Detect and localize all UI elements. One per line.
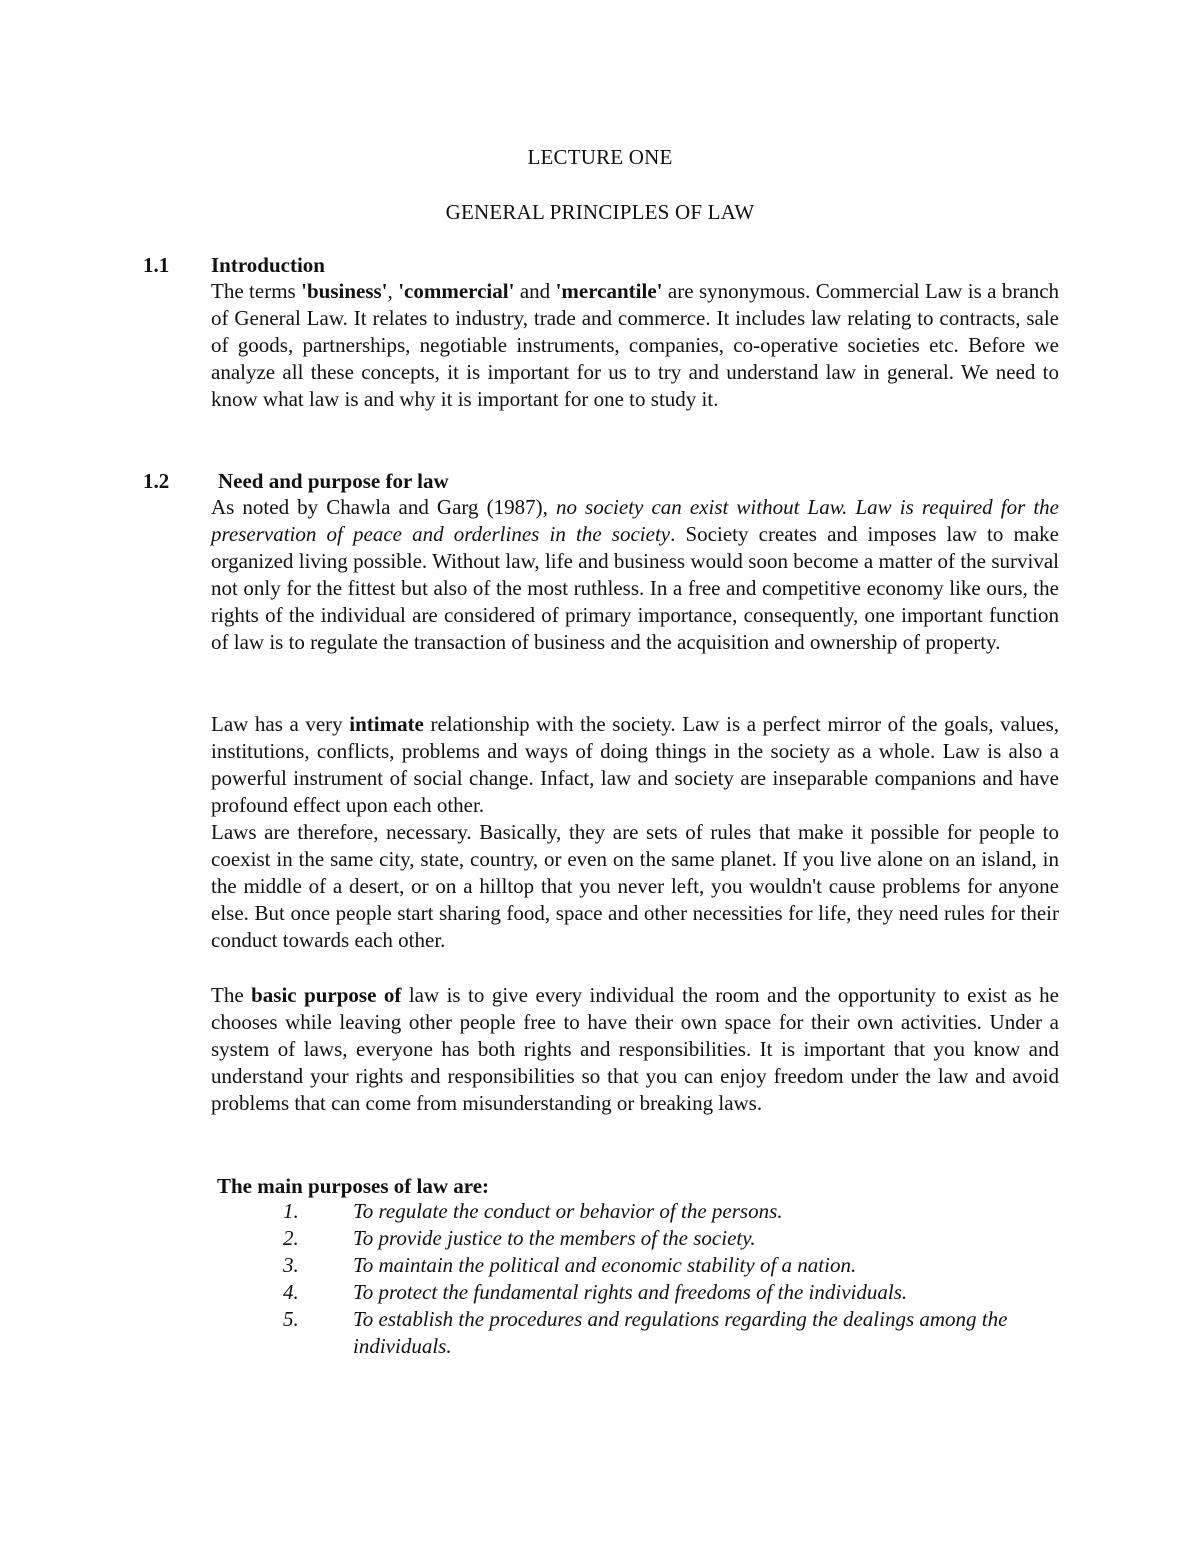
section-2-paragraph-4: The basic purpose of law is to give every individual the room and the opportunity to exist as he chooses while leaving other people free to have their own space for their own activities. Under a system of laws, everyone has both rights and responsibilities. It is important that you know and understand your rights and responsibilities so that you can enjoy freedom under the law and avoid problems that can come from misunderstanding or breaking laws. [211, 983, 1059, 1115]
list-item-number: 1. [283, 1199, 299, 1223]
section-2-heading: Need and purpose for law [218, 469, 449, 493]
list-item [283, 1252, 1063, 1279]
list-item [283, 1198, 1063, 1225]
list-item-number: 5. [283, 1307, 299, 1331]
list-item-text: To protect the fundamental rights and freedoms of the individuals. [353, 1280, 908, 1304]
list-item-text: To establish the procedures and regulations regarding the dealings among the individuals. [353, 1307, 1008, 1358]
list-item-text: To maintain the political and economic stability of a nation. [353, 1253, 857, 1277]
section-2-number: 1.2 [143, 469, 170, 493]
section-2-paragraph-3: Laws are therefore, necessary. Basically, they are sets of rules that make it possible for people to coexist in the same city, state, country, or even on the same planet. If you live alone on an island, in the middle of a desert, or on a hilltop that you never left, you wouldn't cause problems for anyone else. But once people start sharing food, space and other necessities for life, they need rules for their conduct towards each other. [211, 820, 1059, 952]
list-item-text: To provide justice to the members of the society. [353, 1226, 756, 1250]
list-item-number: 4. [283, 1280, 299, 1304]
section-2-paragraph-1: As noted by Chawla and Garg (1987), no society can exist without Law. Law is required for the preservation of peace and orderlines in the society. Society creates and imposes law to make organized living possible. Without law, life and business would soon become a matter of the survival not only for the fittest but also of the most ruthless. In a free and competitive economy like ours, the rights of the individual are considered of primary importance, consequently, one important function of law is to regulate the transaction of business and the acquisition and ownership of property. [211, 495, 1059, 654]
list-item-text: To regulate the conduct or behavior of the persons. [353, 1199, 783, 1223]
main-title: GENERAL PRINCIPLES OF LAW [445, 200, 755, 224]
list-item [283, 1279, 1063, 1306]
section-1-paragraph: The terms 'business', 'commercial' and 'mercantile' are synonymous. Commercial Law is a branch of General Law. It relates to industry, trade and commerce. It includes law relating to contracts, sale of goods, partnerships, negotiable instruments, companies, co-operative societies etc. Before we analyze all these concepts, it is important for us to try and understand law in general. We need to know what law is and why it is important for one to study it. [211, 279, 1060, 411]
lecture-title: LECTURE ONE [527, 145, 673, 169]
list-item-number: 3. [283, 1253, 299, 1277]
list-item [283, 1306, 1063, 1360]
list-item-number: 2. [283, 1226, 299, 1250]
section-1-heading: Introduction [211, 253, 325, 277]
section-1-number: 1.1 [143, 253, 170, 277]
purposes-heading: The main purposes of law are: [217, 1174, 490, 1198]
purposes-list [283, 1198, 1063, 1360]
section-2-paragraph-2: Law has a very intimate relationship with the society. Law is a perfect mirror of the goals, values, institutions, conflicts, problems and ways of doing things in the society as a whole. Law is also a powerful instrument of social change. Infact, law and society are inseparable companions and have profound effect upon each other. [211, 712, 1060, 817]
list-item [283, 1225, 1063, 1252]
